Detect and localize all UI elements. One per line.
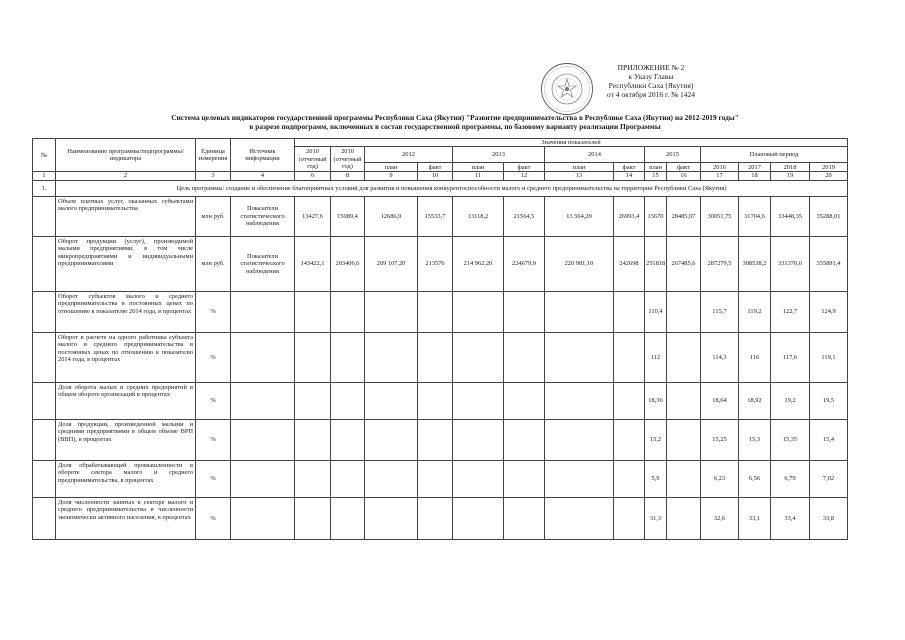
indicator-source [231, 460, 295, 497]
indicator-value: 15533,7 [418, 196, 453, 236]
indicator-unit: млн руб. [196, 196, 231, 236]
indicator-value: 26993,4 [614, 196, 645, 236]
header-2013: 2013 [453, 147, 545, 163]
indicator-value: 5,9 [645, 460, 667, 497]
indicator-value [453, 332, 504, 382]
indicator-value: 31704,6 [739, 196, 771, 236]
indicator-value [365, 382, 418, 419]
indicator-unit: % [196, 332, 231, 382]
indicator-value [418, 382, 453, 419]
header-2012-fact: факт [418, 163, 453, 172]
header-planned-period: Плановый период [701, 147, 848, 163]
indicator-value [614, 497, 645, 539]
indicator-value [614, 291, 645, 332]
indicator-value: 115,7 [701, 291, 739, 332]
appendix-line-2: к Указу Главы [628, 72, 674, 81]
indicator-name: Оборот субъектов малого и среднего предпринимательства в постоянных ценах по отношению к показателю 2014 года, в процентах [56, 291, 196, 332]
col-number: 3 [196, 172, 231, 180]
indicator-value: 28485,07 [667, 196, 701, 236]
col-number: 15 [645, 172, 667, 180]
indicator-unit: % [196, 291, 231, 332]
indicator-value [331, 419, 365, 460]
indicator-value: 19,2 [771, 382, 810, 419]
header-2015-plan: план [645, 163, 667, 172]
row-number-cell [33, 382, 56, 419]
indicator-value [667, 497, 701, 539]
title-line-1: Система целевых индикаторов государственной программы Республики Саха (Якутия) "Развитие предпринимательства в Республике Саха (Якутия) на 2012-2019 годы" [171, 113, 739, 122]
indicator-source: Показатели статистического наблюдения [231, 236, 295, 291]
indicator-value [365, 419, 418, 460]
goal-text: Цель программы: создание и обеспечение благоприятных условий для развития и повышения конкурентоспособности малого и среднего предпринимательства на территории Республики Саха (Якутия) [56, 180, 848, 196]
indicator-name: Доля обрабатывающей промышленности в обороте сектора малого и среднего предпринимательства, в процентах [56, 460, 196, 497]
indicator-value: 124,9 [810, 291, 848, 332]
indicator-value: 18,92 [739, 382, 771, 419]
col-number: 17 [701, 172, 739, 180]
indicator-value: 19,5 [810, 382, 848, 419]
indicator-value: 214 962,20 [453, 236, 504, 291]
col-number: 4 [231, 172, 295, 180]
row-number-cell [33, 497, 56, 539]
appendix-block [596, 63, 706, 99]
indicator-value [295, 460, 331, 497]
title-line-2: в разрезе подпрограмм, включенных в состав государственной программы, по базовому варианту реализации Программы [249, 122, 661, 131]
indicator-source [231, 291, 295, 332]
indicator-value [331, 460, 365, 497]
indicator-value: 15089,4 [331, 196, 365, 236]
header-2015: 2015 [645, 147, 701, 163]
indicator-value: 35288,01 [810, 196, 848, 236]
header-2014: 2014 [545, 147, 645, 163]
column-numbers-row [33, 172, 848, 180]
col-number: 16 [667, 172, 701, 180]
indicator-unit: % [196, 382, 231, 419]
header-2017: 2017 [739, 163, 771, 172]
indicator-value [418, 497, 453, 539]
indicator-value [504, 291, 545, 332]
appendix-line-4: от 4 октября 2016 г. № 1424 [606, 90, 696, 99]
col-number: 19 [771, 172, 810, 180]
indicator-value [295, 382, 331, 419]
header-2013-fact: факт [504, 163, 545, 172]
indicator-unit: % [196, 419, 231, 460]
indicator-source [231, 332, 295, 382]
header-2012: 2012 [365, 147, 453, 163]
indicator-value: 15,25 [701, 419, 739, 460]
indicator-value [667, 332, 701, 382]
row-number-cell [33, 332, 56, 382]
indicator-value: 355891,4 [810, 236, 848, 291]
indicator-source [231, 419, 295, 460]
indicator-value: 143422,1 [295, 236, 331, 291]
indicator-value [453, 419, 504, 460]
indicator-value: 119,2 [739, 291, 771, 332]
official-seal-icon [540, 62, 594, 116]
indicator-value: 33448,35 [771, 196, 810, 236]
indicator-value [331, 291, 365, 332]
indicator-value: 30051,75 [701, 196, 739, 236]
indicator-value [418, 332, 453, 382]
table-row [33, 460, 848, 497]
indicator-value [667, 382, 701, 419]
indicator-value: 13427,6 [295, 196, 331, 236]
header-unit: Единица измерения [196, 139, 231, 172]
appendix-line-3: Республики Саха (Якутия) [608, 81, 694, 90]
indicator-value: 15,4 [810, 419, 848, 460]
indicator-value: 33,4 [771, 497, 810, 539]
indicator-value [545, 291, 614, 332]
col-number: 13 [545, 172, 614, 180]
header-2010-a: 2010 (отчетный год) [295, 147, 331, 172]
indicator-value [365, 291, 418, 332]
row-number-cell [33, 196, 56, 236]
header-2016: 2016 [701, 163, 739, 172]
indicator-value: 308538,2 [739, 236, 771, 291]
indicator-value: 112 [645, 332, 667, 382]
indicator-name: Доля численности занятых в секторе малого и среднего предпринимательства в численности экономически активного населения, в процентах [56, 497, 196, 539]
table-row [33, 196, 848, 236]
indicator-value [504, 460, 545, 497]
indicator-value: 6,79 [771, 460, 810, 497]
header-2010-b: 2010 (отчетный год) [331, 147, 365, 172]
col-number: 12 [504, 172, 545, 180]
indicator-value: 15670 [645, 196, 667, 236]
header-2014-plan: план [545, 163, 614, 172]
indicator-source [231, 497, 295, 539]
indicator-value: 220 981,10 [545, 236, 614, 291]
indicator-value [614, 419, 645, 460]
col-number: 10 [418, 172, 453, 180]
header-values-group: Значения показателей [295, 139, 848, 147]
indicators-table [32, 138, 848, 540]
indicator-value: 331370,0 [771, 236, 810, 291]
goal-number: 1. [33, 180, 56, 196]
indicator-value [453, 382, 504, 419]
indicator-value [295, 497, 331, 539]
header-2018: 2018 [771, 163, 810, 172]
col-number: 2 [56, 172, 196, 180]
indicator-value: 31,3 [645, 497, 667, 539]
header-2015-fact: факт [667, 163, 701, 172]
indicator-value: 18,64 [701, 382, 739, 419]
header-name: Наименование программы/подпрограммы/индикатора [56, 139, 196, 172]
indicator-value: 117,6 [771, 332, 810, 382]
header-num: № [33, 139, 56, 172]
indicator-value [331, 497, 365, 539]
indicator-value: 119,1 [810, 332, 848, 382]
indicator-value [504, 382, 545, 419]
indicator-value: 287279,5 [701, 236, 739, 291]
col-number: 18 [739, 172, 771, 180]
indicator-value [365, 460, 418, 497]
indicator-value [504, 332, 545, 382]
indicator-unit: млн руб. [196, 236, 231, 291]
indicator-value [295, 419, 331, 460]
indicator-value [667, 291, 701, 332]
indicator-value [418, 291, 453, 332]
indicator-value: 6,56 [739, 460, 771, 497]
row-number-cell [33, 236, 56, 291]
indicator-value: 15,35 [771, 419, 810, 460]
table-row [33, 332, 848, 382]
indicator-value [365, 332, 418, 382]
goal-row [33, 180, 848, 196]
indicator-value [614, 382, 645, 419]
indicator-value [295, 332, 331, 382]
header-2013-plan: план [453, 163, 504, 172]
indicator-source [231, 382, 295, 419]
indicator-value: 18,36 [645, 382, 667, 419]
indicator-value [614, 332, 645, 382]
indicator-unit: % [196, 497, 231, 539]
indicator-value [614, 460, 645, 497]
col-number: 1 [33, 172, 56, 180]
indicator-value [453, 291, 504, 332]
col-number: 11 [453, 172, 504, 180]
document-title [60, 113, 850, 131]
indicator-value: 33,8 [810, 497, 848, 539]
table-row [33, 419, 848, 460]
col-number: 20 [810, 172, 848, 180]
indicator-value: 267485,6 [667, 236, 701, 291]
col-number: 6 [295, 172, 331, 180]
indicator-value [667, 419, 701, 460]
indicator-value [545, 332, 614, 382]
indicator-value [504, 497, 545, 539]
indicator-value: 13 564,20 [545, 196, 614, 236]
row-number-cell [33, 291, 56, 332]
indicator-value: 242698 [614, 236, 645, 291]
indicator-rows [33, 196, 848, 539]
indicator-value [418, 419, 453, 460]
table-row [33, 291, 848, 332]
header-2014-fact: факт [614, 163, 645, 172]
indicator-unit: % [196, 460, 231, 497]
appendix-line-1: ПРИЛОЖЕНИЕ № 2 [617, 63, 685, 72]
indicator-value: 21564,5 [504, 196, 545, 236]
indicator-value [295, 291, 331, 332]
indicator-value: 13118,2 [453, 196, 504, 236]
indicator-value: 15,2 [645, 419, 667, 460]
indicator-value: 122,7 [771, 291, 810, 332]
header-2012-plan: план [365, 163, 418, 172]
indicator-value: 6,23 [701, 460, 739, 497]
indicator-value: 33,1 [739, 497, 771, 539]
indicator-name: Оборот продукции (услуг), производимой малыми предприятиями, в том числе микропредприятиями и индивидуальными предпринимателями [56, 236, 196, 291]
indicator-value [504, 419, 545, 460]
indicator-value: 110,4 [645, 291, 667, 332]
indicator-name: Доля оборота малых и средних предприятий в общем обороте организаций в процентах [56, 382, 196, 419]
indicator-name: Оборот в расчете на одного работника субъекта малого и среднего предпринимательства в постоянных ценах по отношению к показателю 2014 года, в процентах [56, 332, 196, 382]
header-source: Источник информации [231, 139, 295, 172]
col-number: 8 [331, 172, 365, 180]
indicator-value [365, 497, 418, 539]
indicator-name: Объем платных услуг, оказанных субъектами малого предпринимательства [56, 196, 196, 236]
indicator-name: Доля продукции, произведенной малыми и средними предприятиями в общем объеме ВРП (ВВП), в процентах [56, 419, 196, 460]
indicator-value: 12686,9 [365, 196, 418, 236]
indicator-value: 213576 [418, 236, 453, 291]
indicator-value [545, 382, 614, 419]
indicator-value [667, 460, 701, 497]
indicator-value [545, 497, 614, 539]
indicator-value [331, 382, 365, 419]
indicator-value [453, 460, 504, 497]
indicator-value: 209 107,20 [365, 236, 418, 291]
table-row [33, 382, 848, 419]
row-number-cell [33, 419, 56, 460]
col-number: 9 [365, 172, 418, 180]
indicator-value: 7,02 [810, 460, 848, 497]
indicator-value [453, 497, 504, 539]
indicator-value: 32,6 [701, 497, 739, 539]
row-number-cell [33, 460, 56, 497]
indicator-value [331, 332, 365, 382]
indicator-value: 203406,6 [331, 236, 365, 291]
indicator-source: Показатели статистического наблюдения [231, 196, 295, 236]
indicator-value: 114,3 [701, 332, 739, 382]
indicator-value: 224679,9 [504, 236, 545, 291]
table-row [33, 236, 848, 291]
table-row [33, 497, 848, 539]
indicator-value: 116 [739, 332, 771, 382]
indicator-value: 15,3 [739, 419, 771, 460]
indicator-value [418, 460, 453, 497]
header-2019: 2019 [810, 163, 848, 172]
col-number: 14 [614, 172, 645, 180]
indicator-value [545, 419, 614, 460]
indicator-value [545, 460, 614, 497]
indicator-value: 251818 [645, 236, 667, 291]
